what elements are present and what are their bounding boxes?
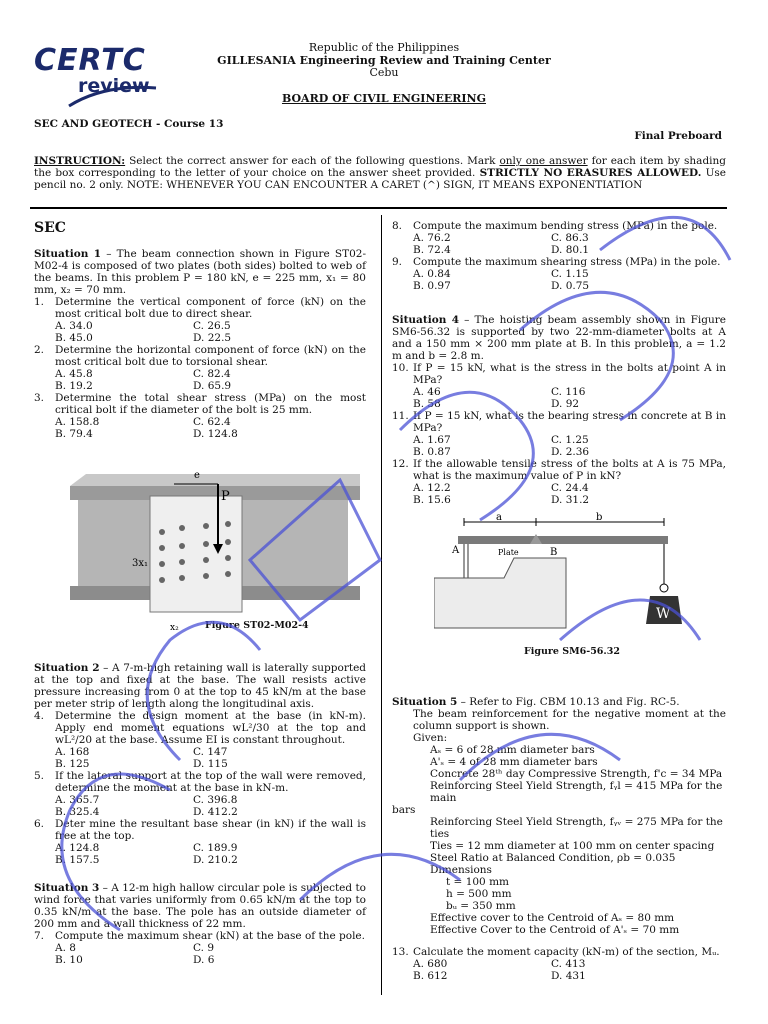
choice-d: D. 412.2 bbox=[193, 806, 238, 818]
situation-text: – A 7-m-high retaining wall is laterally supported at the top and fixed at the base. The wall resists active pressure increasing from 0 at the top to 45 kN/m at the base per meter strip of length along the longitudinal axis. bbox=[34, 662, 366, 710]
given-cover-as-prime: Effective Cover to the Centroid of A'ₛ = 70 mm bbox=[430, 924, 680, 936]
choice-a: A. 124.8 bbox=[55, 842, 100, 854]
choice-a: A. 45.8 bbox=[55, 368, 93, 380]
hoisting-beam-figure bbox=[434, 508, 694, 642]
question-1 bbox=[34, 296, 366, 320]
right-column-lower bbox=[392, 686, 726, 982]
review-center-name: GILLESANIA Engineering Review and Training Center bbox=[217, 54, 551, 67]
city: Cebu bbox=[369, 66, 399, 79]
instruction-label: INSTRUCTION: bbox=[34, 155, 126, 167]
choice-c: C. 413 bbox=[551, 958, 586, 970]
choice-c: C. 1.25 bbox=[551, 434, 589, 446]
figure-2-caption: Figure SM6-56.32 bbox=[524, 646, 620, 657]
question-2 bbox=[34, 344, 366, 368]
choice-c: C. 24.4 bbox=[551, 482, 589, 494]
choice-d: D. 80.1 bbox=[551, 244, 590, 256]
choice-b: B. 72.4 bbox=[413, 244, 451, 256]
question-text: Compute the maximum shear (kN) at the base of the pole. bbox=[55, 930, 365, 942]
choice-d: D. 115 bbox=[193, 758, 228, 770]
question-number: 2. bbox=[34, 344, 45, 356]
situation-title: Situation 1 bbox=[34, 248, 102, 260]
choice-a: A. 76.2 bbox=[413, 232, 451, 244]
question-text: If the lateral support at the top of the wall were removed, determine the moment at the base in kN-m. bbox=[55, 770, 366, 794]
choices bbox=[392, 446, 726, 458]
question-text: If the allowable tensile stress of the bolts at A is 75 MPa, what is the maximum value of P in kN? bbox=[413, 458, 726, 482]
choice-c: C. 147 bbox=[193, 746, 228, 758]
instruction-note: Use pencil no. 2 only. NOTE: WHENEVER YOU CAN ENCOUNTER A CARET (^) SIGN, IT MEANS EXPONENTIATION bbox=[34, 167, 727, 191]
choice-a: A. 365.7 bbox=[55, 794, 100, 806]
given-as: Aₛ = 6 of 28 mm diameter bars bbox=[430, 744, 595, 756]
logo-text: CERTC bbox=[34, 43, 146, 78]
choices bbox=[392, 482, 726, 494]
question-5 bbox=[34, 770, 366, 794]
choices bbox=[34, 380, 366, 392]
choice-b: B. 0.87 bbox=[413, 446, 451, 458]
question-number: 3. bbox=[34, 392, 45, 404]
choice-b: B. 58 bbox=[413, 398, 441, 410]
question-text: Deter mine the resultant base shear (in kN) if the wall is free at the top. bbox=[55, 818, 366, 842]
figure-label-x2: x₂ bbox=[170, 623, 179, 633]
given-fyl: Reinforcing Steel Yield Strength, fᵧl = 415 MPa for the main bbox=[430, 780, 723, 804]
figure-label-B: B bbox=[550, 547, 558, 558]
situation-text: – The beam connection shown in Figure ST02-M02-4 is composed of two plates (both sides) bolted to web of the beams. In this problem P = 180 kN, e = 225 mm, x₁ = 80 mm, x₂ = 70 mm. bbox=[34, 248, 367, 296]
choice-b: B. 157.5 bbox=[55, 854, 100, 866]
question-13 bbox=[392, 946, 726, 958]
section-title: SEC bbox=[34, 220, 66, 236]
given-bw: bᵤ = 350 mm bbox=[446, 900, 516, 912]
instruction-text-2: for each item by shading the box corresponding to the letter of your choice on the answer sheet provided. bbox=[34, 155, 727, 179]
figure-1-caption: Figure ST02-M02-4 bbox=[205, 620, 309, 631]
question-number: 8. bbox=[392, 220, 403, 232]
choice-a: A. 34.0 bbox=[55, 320, 93, 332]
choice-b: B. 325.4 bbox=[55, 806, 100, 818]
situation-title: Situation 3 bbox=[34, 882, 100, 894]
choice-d: D. 31.2 bbox=[551, 494, 590, 506]
choice-d: D. 431 bbox=[551, 970, 586, 982]
situation-5 bbox=[392, 696, 726, 708]
given-t: t = 100 mm bbox=[446, 876, 509, 888]
choices bbox=[392, 386, 726, 398]
choices bbox=[392, 398, 726, 410]
choice-b: B. 612 bbox=[413, 970, 448, 982]
choices bbox=[34, 368, 366, 380]
question-7 bbox=[34, 930, 366, 942]
question-number: 13. bbox=[392, 946, 409, 958]
choice-b: B. 0.97 bbox=[413, 280, 451, 292]
question-text: Calculate the moment capacity (kN-m) of the section, Mᵤ. bbox=[413, 946, 720, 958]
question-text: Compute the maximum shearing stress (MPa) in the pole. bbox=[413, 256, 721, 268]
exam-title: Final Preboard bbox=[634, 130, 722, 142]
choices bbox=[34, 954, 366, 966]
choice-d: D. 65.9 bbox=[193, 380, 232, 392]
question-text: Compute the maximum bending stress (MPa) in the pole. bbox=[413, 220, 718, 232]
given-fyl-cont: bars bbox=[392, 804, 416, 816]
logo-subtext: review bbox=[78, 75, 150, 97]
choices bbox=[34, 794, 366, 806]
choice-a: A. 46 bbox=[413, 386, 441, 398]
question-number: 10. bbox=[392, 362, 409, 374]
situation-4 bbox=[392, 314, 726, 362]
given-fyv: Reinforcing Steel Yield Strength, fᵧᵥ = 275 MPa for the ties bbox=[430, 816, 723, 840]
choice-c: C. 189.9 bbox=[193, 842, 238, 854]
choices bbox=[34, 332, 366, 344]
question-text: If P = 15 kN, what is the bearing stress in concrete at B in MPa? bbox=[413, 410, 726, 434]
left-column-lower bbox=[34, 652, 366, 966]
choices bbox=[34, 842, 366, 854]
given-rho-b: Steel Ratio at Balanced Condition, ρb = 0.035 bbox=[430, 852, 676, 864]
figure-label-b: b bbox=[596, 512, 603, 523]
choice-b: B. 45.0 bbox=[55, 332, 93, 344]
choice-d: D. 0.75 bbox=[551, 280, 590, 292]
choice-c: C. 86.3 bbox=[551, 232, 589, 244]
choices bbox=[392, 958, 726, 970]
question-number: 11. bbox=[392, 410, 409, 422]
situation-title: Situation 5 bbox=[392, 696, 458, 708]
choice-b: B. 19.2 bbox=[55, 380, 93, 392]
choice-a: A. 12.2 bbox=[413, 482, 451, 494]
choices bbox=[34, 854, 366, 866]
choices bbox=[392, 244, 726, 256]
choices bbox=[392, 280, 726, 292]
instruction-warning: STRICTLY NO ERASURES ALLOWED. bbox=[479, 167, 702, 179]
choice-d: D. 92 bbox=[551, 398, 580, 410]
question-4 bbox=[34, 710, 366, 746]
question-text: Determine the horizontal component of force (kN) on the most critical bolt due to torsional shear. bbox=[55, 344, 366, 368]
choice-b: B. 15.6 bbox=[413, 494, 451, 506]
question-text: If P = 15 kN, what is the stress in the bolts at point A in MPa? bbox=[413, 362, 726, 386]
choices bbox=[34, 806, 366, 818]
choice-a: A. 680 bbox=[413, 958, 448, 970]
question-text: Determine the vertical component of force (kN) on the most critical bolt due to direct shear. bbox=[55, 296, 366, 320]
question-8 bbox=[392, 220, 726, 232]
choice-a: A. 0.84 bbox=[413, 268, 451, 280]
question-number: 4. bbox=[34, 710, 45, 722]
question-3 bbox=[34, 392, 366, 416]
choice-c: C. 26.5 bbox=[193, 320, 231, 332]
situation-1 bbox=[34, 248, 366, 296]
choice-d: D. 6 bbox=[193, 954, 215, 966]
given-as-prime: A'ₛ = 4 of 28 mm diameter bars bbox=[430, 756, 598, 768]
question-12 bbox=[392, 458, 726, 482]
situation-title: Situation 2 bbox=[34, 662, 100, 674]
choice-b: B. 79.4 bbox=[55, 428, 93, 440]
given-h: h = 500 mm bbox=[446, 888, 512, 900]
given-cover-as: Effective cover to the Centroid of Aₛ = 80 mm bbox=[430, 912, 675, 924]
choices bbox=[392, 232, 726, 244]
choices bbox=[392, 268, 726, 280]
question-9 bbox=[392, 256, 726, 268]
figure-label-3x1: 3x₁ bbox=[132, 558, 149, 569]
left-column bbox=[34, 238, 366, 440]
question-number: 6. bbox=[34, 818, 45, 830]
choices bbox=[34, 942, 366, 954]
given-dimensions: Dimensions bbox=[430, 864, 492, 876]
question-number: 9. bbox=[392, 256, 403, 268]
column-divider bbox=[381, 215, 382, 995]
given-ties: Ties = 12 mm diameter at 100 mm on center spacing bbox=[430, 840, 715, 852]
given-fc: Concrete 28ᵗʰ day Compressive Strength, f'c = 34 MPa bbox=[430, 768, 723, 780]
choices bbox=[34, 428, 366, 440]
choice-c: C. 9 bbox=[193, 942, 215, 954]
choice-c: C. 62.4 bbox=[193, 416, 231, 428]
question-6 bbox=[34, 818, 366, 842]
choice-a: A. 158.8 bbox=[55, 416, 100, 428]
situation-text: – Refer to Fig. CBM 10.13 and Fig. RC-5. bbox=[457, 696, 680, 708]
figure-label-plate: Plate bbox=[498, 548, 519, 557]
choice-d: D. 124.8 bbox=[193, 428, 238, 440]
given-label: Given: bbox=[413, 732, 448, 744]
figure-label-w: W bbox=[656, 606, 671, 622]
choice-d: D. 2.36 bbox=[551, 446, 590, 458]
instruction-text: Select the correct answer for each of the following questions. Mark bbox=[129, 155, 496, 167]
choices bbox=[34, 758, 366, 770]
choice-a: A. 1.67 bbox=[413, 434, 451, 446]
choices bbox=[34, 416, 366, 428]
choices bbox=[392, 494, 726, 506]
choices bbox=[34, 746, 366, 758]
figure-label-A: A bbox=[452, 545, 460, 556]
choice-a: A. 8 bbox=[55, 942, 76, 954]
course-title: SEC AND GEOTECH - Course 13 bbox=[34, 118, 224, 130]
instruction bbox=[34, 155, 726, 191]
situation-3 bbox=[34, 882, 366, 930]
figure-label-e: e bbox=[194, 470, 200, 481]
choice-d: D. 210.2 bbox=[193, 854, 238, 866]
question-number: 1. bbox=[34, 296, 45, 308]
republic-line: Republic of the Philippines bbox=[308, 41, 460, 54]
situation-2 bbox=[34, 662, 366, 710]
choice-c: C. 116 bbox=[551, 386, 586, 398]
question-11 bbox=[392, 410, 726, 434]
header-divider bbox=[30, 207, 727, 209]
figure-label-a: a bbox=[496, 512, 502, 523]
choice-a: A. 168 bbox=[55, 746, 90, 758]
right-column bbox=[392, 220, 726, 506]
choices bbox=[34, 320, 366, 332]
question-number: 12. bbox=[392, 458, 409, 470]
situation-5-description: The beam reinforcement for the negative moment at the column support is shown. bbox=[413, 708, 726, 732]
figure-label-p: P bbox=[221, 489, 230, 504]
instruction-emphasis: only one answer bbox=[499, 155, 588, 167]
choice-b: B. 125 bbox=[55, 758, 90, 770]
choice-d: D. 22.5 bbox=[193, 332, 232, 344]
choice-c: C. 82.4 bbox=[193, 368, 231, 380]
board-title: BOARD OF CIVIL ENGINEERING bbox=[281, 92, 487, 105]
situation-text: – A 12-m high hallow circular pole is subjected to wind force that varies uniformly from 0.65 kN/m at the top to 0.35 kN/m at the base. The pole has an outside diameter of 200 mm and a wall thickness of 22 mm. bbox=[34, 882, 366, 930]
choice-c: C. 396.8 bbox=[193, 794, 238, 806]
beam-connection-figure bbox=[66, 466, 366, 636]
question-10 bbox=[392, 362, 726, 386]
question-number: 5. bbox=[34, 770, 45, 782]
question-number: 7. bbox=[34, 930, 45, 942]
choice-b: B. 10 bbox=[55, 954, 83, 966]
choice-c: C. 1.15 bbox=[551, 268, 589, 280]
question-text: Determine the design moment at the base (in kN-m). Apply end moment equations wL²/30 at the top and wL²/20 at the base. Assume EI is constant throughout. bbox=[55, 710, 366, 746]
situation-text: – The hoisting beam assembly shown in Figure SM6-56.32 is supported by two 22-mm-diameter bolts at A and a 150 mm × 200 mm plate at B. In this problem, a = 1.2 m and b = 2.8 m. bbox=[392, 314, 727, 362]
choices bbox=[392, 434, 726, 446]
choices bbox=[392, 970, 726, 982]
question-text: Determine the total shear stress (MPa) on the most critical bolt if the diameter of the bolt is 25 mm. bbox=[55, 392, 366, 416]
situation-title: Situation 4 bbox=[392, 314, 460, 326]
